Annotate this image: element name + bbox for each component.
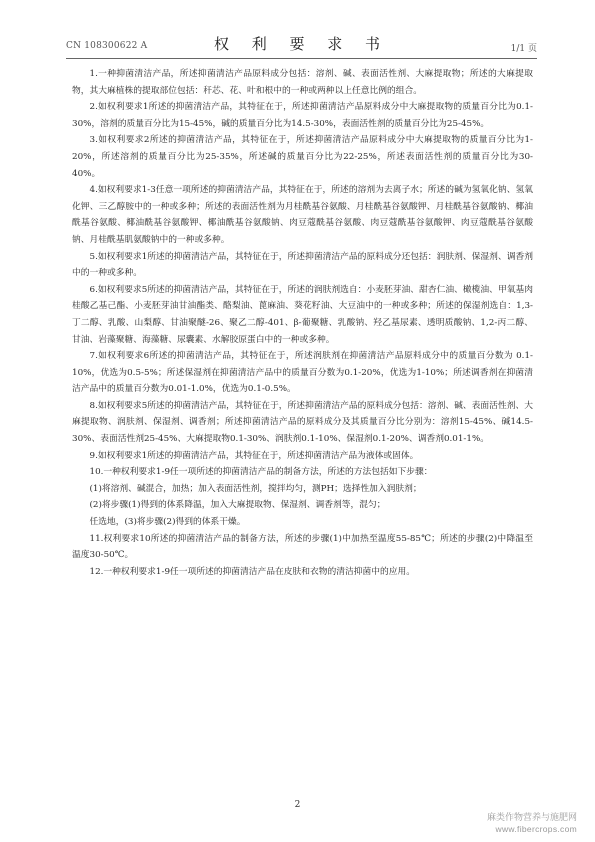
- claim-10-step-2: (2)将步骤(1)得到的体系降温，加入大麻提取物、保湿剂、调香剂等，混匀；: [89, 500, 386, 511]
- claim-9: 9.如权利要求1所述的抑菌清洁产品，其特征在于，所述抑菌清洁产品为液体或固体。: [89, 450, 419, 461]
- claim-1: 1.一种抑菌清洁产品，所述抑菌清洁产品原料成分包括：溶剂、碱、表面活性剂、大麻提取物；所述的大麻提取物，其大麻植株的提取部位包括：秆芯、花、叶和根中的一种或两种以上任意比例的组合。: [72, 69, 533, 96]
- claim-11: 11.权利要求10所述的抑菌清洁产品的制备方法，所述的步骤(1)中加热至温度55-85℃；所述的步骤(2)中降温至温度30-50℃。: [72, 533, 533, 561]
- claim-7: 7.如权利要求6所述的抑菌清洁产品，其特征在于，所述润肤剂在抑菌清洁产品原料成分中的质量百分数为 0.1-10%，优选为0.5-5%；所述保湿剂在抑菌清洁产品中的质量百分数为0.1-20%，优选为1-10%；所述调香剂在抑菌清洁产品中的质量百分数为0.01-1.0%，优选为0.1-0.5%。: [72, 351, 533, 395]
- claim-2: 2.如权利要求1所述的抑菌清洁产品，其特征在于，所述抑菌清洁产品原料成分中大麻提取物的质量百分比为0.1-30%，溶剂的质量百分比为15-45%，碱的质量百分比为14.5-30%，表面活性剂的质量百分比为25-45%。: [72, 102, 533, 129]
- claim-10-step-3: 任选地，(3)将步骤(2)得到的体系干燥。: [89, 517, 246, 528]
- claim-12: 12.一种权利要求1-9任一项所述的抑菌清洁产品在皮肤和衣物的清洁抑菌中的应用。: [89, 566, 416, 577]
- claim-4: 4.如权利要求1-3任意一项所述的抑菌清洁产品，其特征在于，所述的溶剂为去离子水；所述的碱为氢氧化钠、氢氧化钾、三乙醇胺中的一种或多种；所述的表面活性剂为月桂酰基谷氨酸、月桂酰基谷氨酸钾、月桂酰基谷氨酸钠、椰油酰基谷氨酸、椰油酰基谷氨酸钾、椰油酰基谷氨酸钠、肉豆蔻酰基谷氨酸、肉豆蔻酰基谷氨酸钾、肉豆蔻酰基谷氨酸钠、月桂酰基肌氨酸钠中的一种或多种。: [72, 185, 533, 245]
- claim-10: 10.一种权利要求1-9任一项所述的抑菌清洁产品的制备方法，所述的方法包括如下步骤：: [89, 467, 433, 478]
- watermark-url: www.fibercrops.com: [495, 824, 577, 834]
- document-header: [66, 33, 537, 55]
- claim-3: 3.如权利要求2所述的抑菌清洁产品，其特征在于，所述抑菌清洁产品原料成分中大麻提取物的质量百分比为1-20%，所述溶剂的质量百分比为25-35%，所述碱的质量百分比为22-25%，所述表面活性剂的质量百分比为30-40%。: [72, 135, 533, 179]
- publication-number: CN 108300622 A: [66, 41, 148, 51]
- watermark-site-name: 麻类作物营养与施肥网: [486, 812, 577, 822]
- claim-5: 5.如权利要求1所述的抑菌清洁产品，其特征在于，所述抑菌清洁产品的原料成分还包括：润肤剂、保湿剂、调香剂中的一种或多种。: [72, 251, 533, 279]
- document-title: 权 利 要 求 书: [213, 35, 390, 53]
- page-number: 2: [294, 800, 301, 810]
- claim-10-step-1: (1)将溶剂、碱混合，加热；加入表面活性剂，搅拌均匀，测PH；选择性加入润肤剂；: [89, 483, 422, 494]
- claim-6: 6.如权利要求5所述的抑菌清洁产品，其特征在于，所述的润肤剂选自：小麦胚芽油、甜杏仁油、橄榄油、甲氧基肉桂酸乙基己酯、小麦胚芽油甘油酯类、酪梨油、蓖麻油、葵花籽油、大豆油中的一种或多种；所述的保湿剂选自：1,3-丁二醇、乳酸、山梨醇、甘油聚醚-26、聚乙二醇-401、β-葡聚糖、乳酸钠、羟乙基尿素、透明质酸钠、1,2-丙二醇、甘油、岩藻聚糖、海藻糖、尿囊素、水解胶原蛋白中的一种或多种。: [72, 284, 533, 345]
- claim-8: 8.如权利要求5所述的抑菌清洁产品，其特征在于，所述抑菌清洁产品的原料成分包括：溶剂、碱、表面活性剂、大麻提取物、润肤剂、保湿剂、调香剂；所述抑菌清洁产品的原料成分及其质量百分比分别为：溶剂15-45%、碱14.5-30%、表面活性剂25-45%、大麻提取物0.1-30%、润肤剂0.1-10%、保湿剂0.1-20%、调香剂0.01-1%。: [72, 400, 533, 445]
- header-divider: [66, 58, 537, 59]
- claims-body: [72, 66, 533, 580]
- site-watermark: [487, 811, 577, 835]
- page-indicator: 1/1 页: [510, 44, 537, 54]
